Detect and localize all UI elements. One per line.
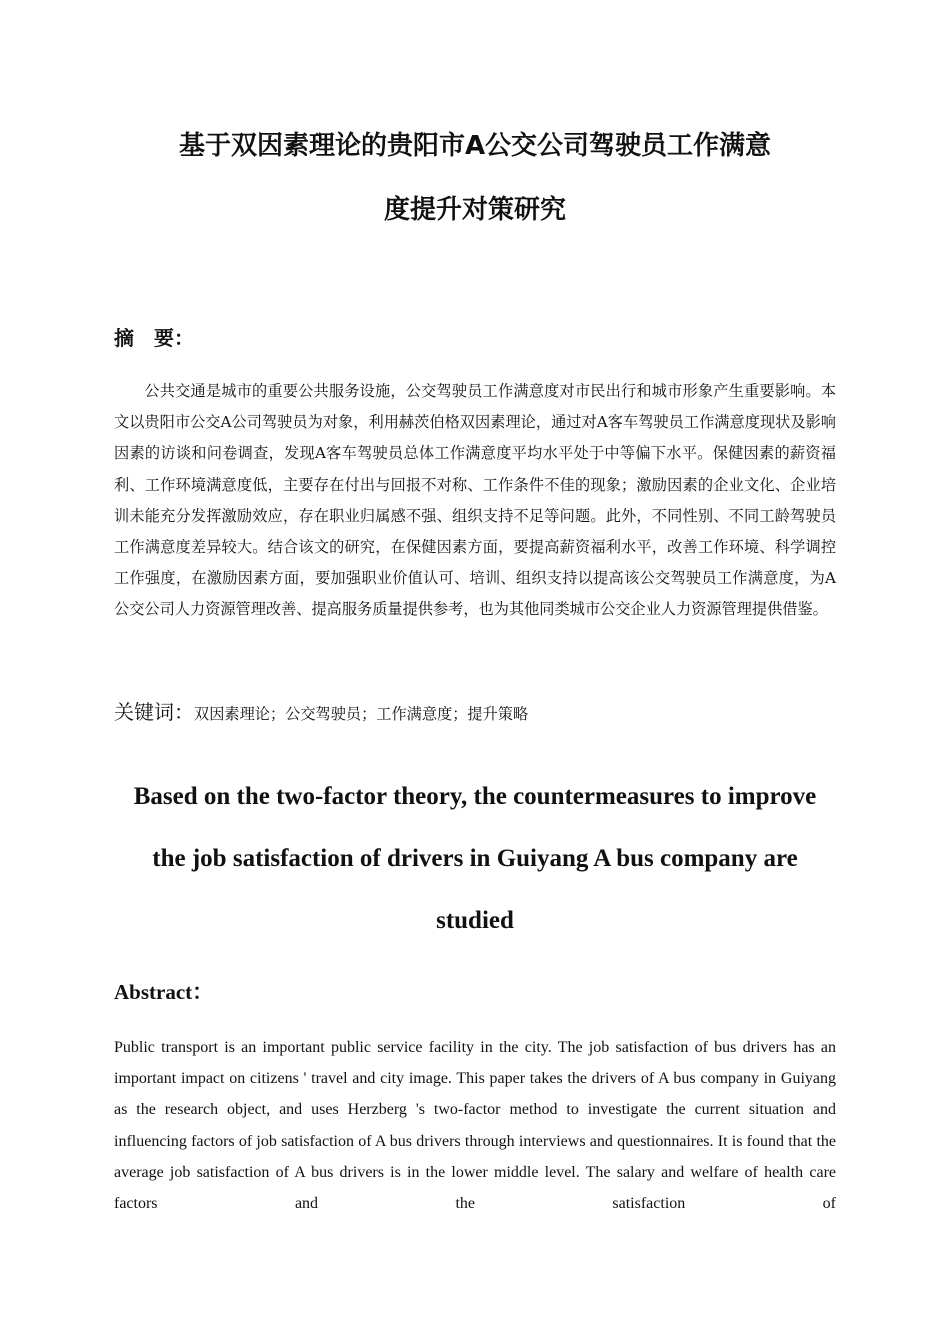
chinese-title <box>100 114 850 242</box>
chinese-title-line-1: 基于双因素理论的贵阳市A公交公司驾驶员工作满意 <box>178 131 772 161</box>
english-abstract-heading: Abstract： <box>114 980 214 1004</box>
english-title <box>100 766 850 952</box>
english-abstract-body: Public transport is an important public service facility in the city. The job satisfaction of bus drivers has an important impact on citizens ' travel and city image. This paper takes the drivers of A bus company in Guiyang as the research object, and uses Herzberg 's two-factor method to investigate the current situation and influencing factors of job satisfaction of A bus drivers through interviews and questionnaires. It is found that the average job satisfaction of A bus drivers is in the lower middle level. The salary and welfare of health care factors and the satisfaction of <box>114 1039 836 1213</box>
chinese-keywords-text: 双因素理论；公交驾驶员；工作满意度；提升策略 <box>194 705 529 723</box>
chinese-abstract-heading: 摘 要： <box>114 326 194 350</box>
chinese-title-line-2: 度提升对策研究 <box>383 195 566 225</box>
chinese-keywords <box>114 697 836 729</box>
chinese-abstract-body: 公共交通是城市的重要公共服务设施，公交驾驶员工作满意度对市民出行和城市形象产生重要影响。本文以贵阳市公交A公司驾驶员为对象，利用赫茨伯格双因素理论，通过对A客车驾驶员工作满意度现状及影响因素的访谈和问卷调查，发现A客车驾驶员总体工作满意度平均水平处于中等偏下水平。保健因素的薪资福利、工作环境满意度低，主要存在付出与回报不对称、工作条件不佳的现象；激励因素的企业文化、企业培训未能充分发挥激励效应，存在职业归属感不强、组织支持不足等问题。此外，不同性别、不同工龄驾驶员工作满意度差异较大。结合该文的研究，在保健因素方面，要提高薪资福利水平，改善工作环境、科学调控工作强度，在激励因素方面，要加强职业价值认可、培训、组织支持以提高该公交驾驶员工作满意度，为A公交公司人力资源管理改善、提高服务质量提供参考，也为其他同类城市公交企业人力资源管理提供借鉴。 <box>114 382 836 619</box>
english-title-line-3: studied <box>436 907 514 934</box>
english-title-line-1: Based on the two-factor theory, the countermeasures to improve <box>133 783 817 810</box>
chinese-keywords-label: 关键词： <box>114 700 194 724</box>
english-title-line-2: the job satisfaction of drivers in Guiyang A bus company are <box>152 845 798 872</box>
